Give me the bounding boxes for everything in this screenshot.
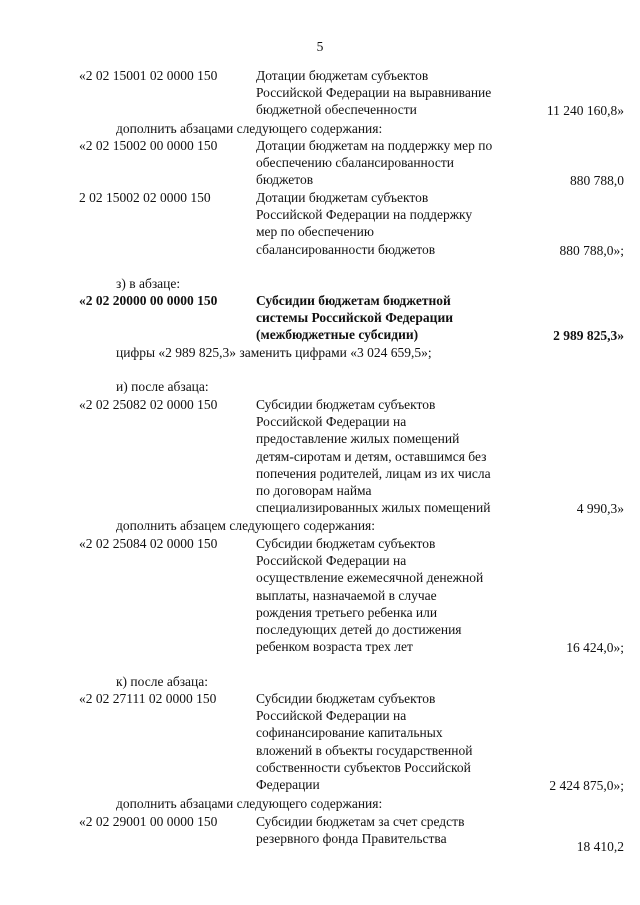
budget-description: Субсидии бюджетам субъектов Российской Федерации на софинансирование капитальных вложений в объекты государственной собственности субъектов Российской Федерации	[256, 691, 473, 793]
budget-description: Субсидии бюджетам за счет средств резервного фонда Правительства	[256, 814, 465, 847]
budget-line-27111	[79, 690, 624, 794]
budget-amount: 16 424,0»;	[566, 639, 624, 655]
budget-code: «2 02 25082 02 0000 150	[79, 397, 218, 412]
budget-code: «2 02 25084 02 0000 150	[79, 536, 218, 551]
budget-description: Дотации бюджетам субъектов Российской Федерации на поддержку мер по обеспечению сбалансированности бюджетов	[256, 190, 473, 257]
budget-description: Дотации бюджетам субъектов Российской Федерации на выравнивание бюджетной обеспеченности	[256, 68, 492, 118]
budget-amount: 2 989 825,3»	[553, 327, 624, 343]
instruction-text: к) после абзаца:	[116, 674, 208, 689]
budget-code: «2 02 20000 00 0000 150	[79, 293, 218, 308]
budget-amount: 18 410,2	[576, 838, 624, 854]
budget-code: «2 02 15001 02 0000 150	[79, 68, 218, 83]
instruction-text: дополнить абзацами следующего содержания:	[116, 121, 383, 136]
budget-line-25082	[79, 396, 624, 517]
budget-amount: 880 788,0	[570, 172, 624, 188]
budget-description: Субсидии бюджетам бюджетной системы Российской Федерации (межбюджетные субсидии)	[256, 293, 454, 343]
budget-amount: 11 240 160,8»	[546, 102, 624, 118]
budget-code: «2 02 29001 00 0000 150	[79, 814, 218, 829]
budget-line-25084	[79, 535, 624, 656]
instruction-text: дополнить абзацами следующего содержания:	[116, 796, 383, 811]
budget-line-15002-02	[79, 189, 624, 259]
budget-line-15001	[79, 67, 624, 119]
budget-amount: 2 424 875,0»;	[549, 777, 624, 793]
budget-line-20000	[79, 292, 624, 344]
budget-code: «2 02 27111 02 0000 150	[79, 691, 217, 706]
budget-description: Субсидии бюджетам субъектов Российской Федерации на предоставление жилых помещений детям-сиротам и детям, оставшимся без попечения родителей, лицам из их числа по договорам найма специализированных жилых помещений	[256, 397, 491, 516]
instruction-text: з) в абзаце:	[116, 276, 181, 291]
instruction-text: цифры «2 989 825,3» заменить цифрами «3 024 659,5»;	[116, 345, 432, 360]
budget-description: Субсидии бюджетам субъектов Российской Федерации на осуществление ежемесячной денежной выплаты, назначаемой в случае рождения третьего ребенка или последующих детей до достижения ребенком возраста трех лет	[256, 536, 484, 655]
page-number: 5	[316, 39, 324, 54]
instruction-text: и) после абзаца:	[116, 379, 209, 394]
budget-code: «2 02 15002 00 0000 150	[79, 138, 218, 153]
budget-description: Дотации бюджетам на поддержку мер по обеспечению сбалансированности бюджетов	[256, 138, 493, 188]
budget-amount: 880 788,0»;	[559, 242, 624, 258]
budget-amount: 4 990,3»	[576, 500, 624, 516]
budget-line-29001	[79, 813, 624, 855]
instruction-text: дополнить абзацем следующего содержания:	[116, 518, 376, 533]
budget-code: 2 02 15002 02 0000 150	[79, 190, 211, 205]
budget-line-15002-00	[79, 137, 624, 189]
